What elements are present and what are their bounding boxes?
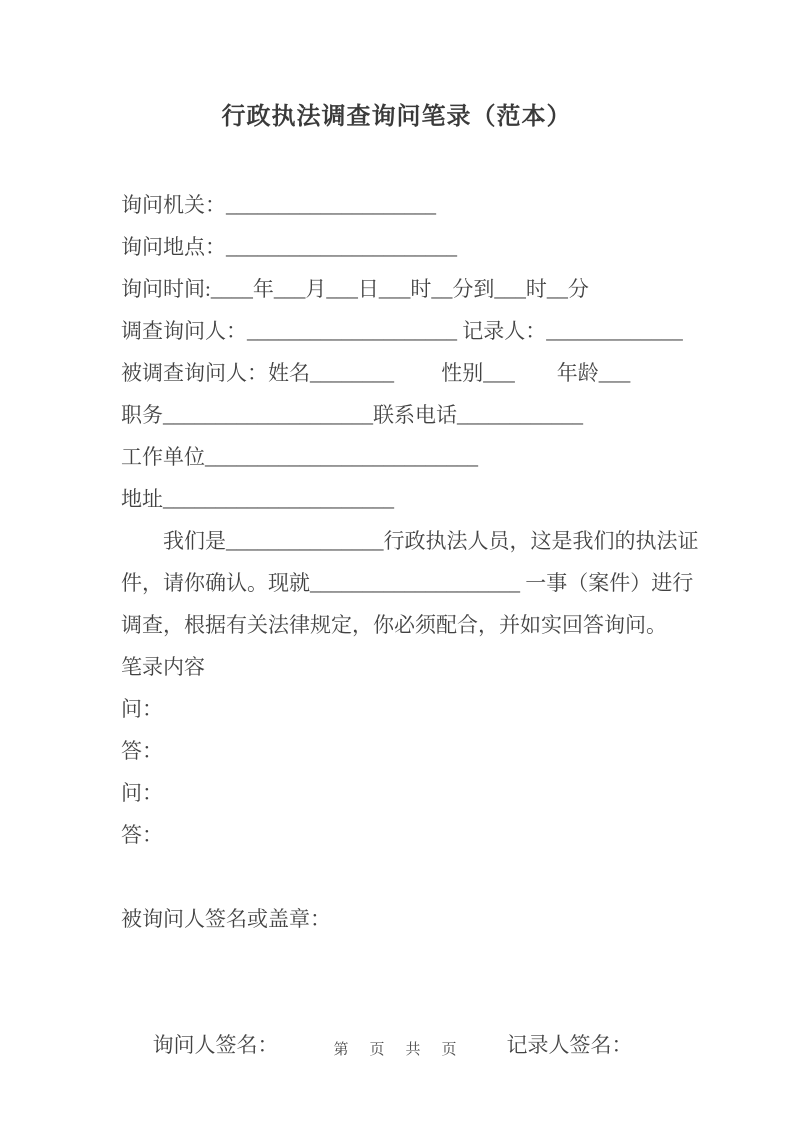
investigator-recorder-line: 调查询问人：____________________ 记录人：_____________ (121, 319, 683, 343)
blank-line (121, 856, 697, 898)
intro-paragraph-line-2: 件，请你确认。现就____________________ 一事（案件）进行 (121, 571, 694, 595)
position-phone-line: 职务____________________联系电话____________ (121, 403, 583, 427)
address-line: 地址______________________ (121, 487, 394, 511)
inquiry-location-line: 询问地点：______________________ (121, 235, 457, 259)
question-line-2: 问： (121, 781, 163, 805)
record-content-label: 笔录内容 (121, 655, 205, 679)
inquiry-agency-line: 询问机关：____________________ (121, 193, 436, 217)
inquirer-signature-label: 询问人签名： (152, 1033, 279, 1057)
intro-paragraph-line-1: 我们是_______________行政执法人员，这是我们的执法证 (163, 529, 699, 553)
recorder-signature-label: 记录人签名： (506, 1033, 633, 1057)
document-title: 行政执法调查询问笔录（范本） (221, 104, 572, 130)
answer-line-1: 答： (121, 739, 163, 763)
question-line-1: 问： (121, 697, 163, 721)
workplace-line: 工作单位__________________________ (121, 445, 478, 469)
answer-line-2: 答： (121, 823, 163, 847)
page-footer: 第 页 共 页 (333, 1042, 460, 1058)
inquiry-time-line: 询问时间:____年___月___日___时__分到___时__分 (121, 277, 589, 301)
interviewee-info-line: 被调查询问人：姓名________ 性别___ 年龄___ (121, 361, 631, 385)
intro-paragraph-line-3: 调查，根据有关法律规定，你必须配合，并如实回答询问。 (121, 613, 667, 637)
blank-line (121, 940, 697, 982)
interviewee-signature-line: 被询问人签名或盖章： (121, 907, 331, 931)
